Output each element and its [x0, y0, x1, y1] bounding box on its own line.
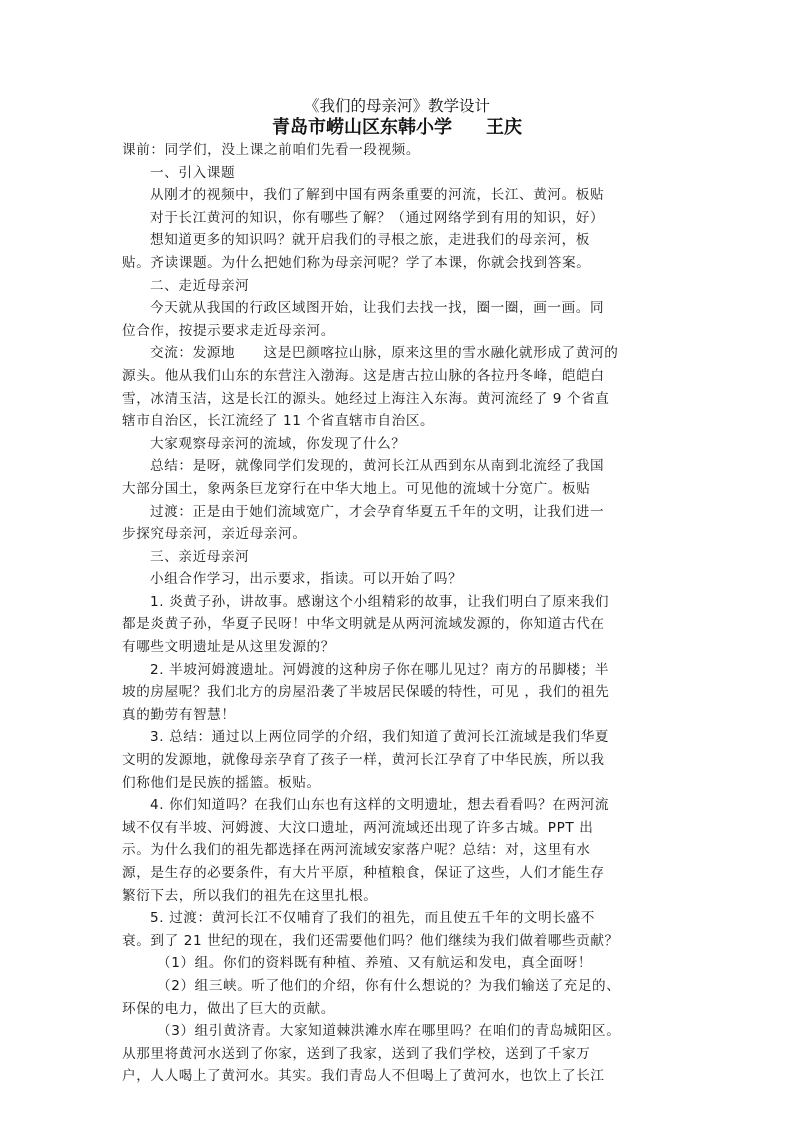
document-byline: [0, 116, 794, 140]
body-line: 课前：同学们，没上课之前咱们先看一段视频。: [122, 142, 421, 158]
body-line: 小组合作学习，出示要求，指读。可以开始了吗？: [150, 571, 463, 588]
body-line: 域不仅有半坡、河姆渡、大汶口遗址，两河流域还出现了许多古城。PPT 出: [122, 819, 594, 836]
body-line: 坡的房屋呢？我们北方的房屋沿袭了半坡居民保暖的特性，可见 ，我们的祖先: [122, 684, 610, 701]
body-line: 步探究母亲河，亲近母亲河。: [122, 526, 307, 543]
body-line: 位合作，按提示要求走近母亲河。: [122, 322, 335, 339]
body-line: 3. 总结：通过以上两位同学的介绍，我们知道了黄河长江流域是我们华夏: [150, 729, 610, 746]
body-line: 三、亲近母亲河: [150, 548, 250, 565]
body-line: 雪，冰清玉洁，这是长江的源头。她经过上海注入东海。黄河流经了 9 个省直: [122, 390, 610, 407]
body-line: 1. 炎黄子孙，讲故事。感谢这个小组精彩的故事，让我们明白了原来我们: [150, 593, 610, 610]
body-line: 一、引入课题: [150, 164, 236, 181]
body-line: 总结：是呀，就像同学们发现的，黄河长江从西到东从南到北流经了我国: [150, 458, 605, 475]
body-line: 想知道更多的知识吗？就开启我们的寻根之旅，走进我们的母亲河，板: [150, 232, 591, 249]
document-title: 《我们的母亲河》教学设计: [303, 97, 490, 115]
body-line: 真的勤劳有智慧！: [122, 706, 236, 723]
body-line: 5. 过渡：黄河长江不仅哺育了我们的祖先，而且使五千年的文明长盛不: [150, 910, 595, 927]
body-line: 贴。齐读课题。为什么把她们称为母亲河呢？学了本课，你就会找到答案。: [122, 254, 591, 271]
body-line: 交流：发源地 这是巴颜喀拉山脉，原来这里的雪水融化就形成了黄河的: [150, 345, 619, 362]
author-name: 王庆: [486, 117, 522, 138]
body-line: 文明的发源地，就像母亲孕育了孩子一样，黄河长江孕育了中华民族，所以我: [122, 752, 605, 769]
body-line: 衰。到了 21 世纪的现在，我们还需要他们吗？他们继续为我们做着哪些贡献？: [122, 932, 619, 949]
body-line: 都是炎黄子孙，华夏子民呀！中华文明就是从两河流域发源的，你知道古代在: [122, 616, 605, 633]
document-body: [122, 139, 674, 1088]
body-line: 4. 你们知道吗？在我们山东也有这样的文明遗址，想去看看吗？在两河流: [150, 797, 610, 814]
body-line: 环保的电力，做出了巨大的贡献。: [122, 1000, 335, 1017]
body-line: 繁衍下去，所以我们的祖先在这里扎根。: [122, 887, 378, 904]
body-line: 今天就从我国的行政区域图开始，让我们去找一找，圈一圈，画一画。同: [150, 300, 605, 317]
body-line: 们称他们是民族的摇篮。板贴。: [122, 774, 321, 791]
body-line: （2）组三峡。听了他们的介绍，你有什么想说的？为我们输送了充足的、: [157, 977, 621, 994]
body-line: 二、走近母亲河: [150, 277, 250, 294]
body-line: 源，是生存的必要条件，有大片平原，种植粮食，保证了这些，人们才能生存: [122, 865, 605, 881]
body-line: 大部分国土，象两条巨龙穿行在中华大地上。可见他的流域十分宽广。板贴: [122, 480, 591, 497]
school-name: 青岛市崂山区东韩小学: [272, 117, 452, 138]
body-line: 户，人人喝上了黄河水。其实。我们青岛人不但喝上了黄河水，也饮上了长江: [122, 1068, 605, 1085]
body-line: 过渡：正是由于她们流域宽广，才会孕育华夏五千年的文明，让我们进一: [150, 503, 605, 520]
body-line: 从刚才的视频中，我们了解到中国有两条重要的河流，长江、黄河。板贴: [150, 187, 605, 204]
body-line: 对于长江黄河的知识，你有哪些了解？（通过网络学到有用的知识，好）: [150, 209, 605, 226]
body-line: 大家观察母亲河的流域，你发现了什么？: [150, 435, 406, 452]
body-line: 有哪些文明遗址是从这里发源的？: [122, 639, 335, 656]
body-line: （1）组。你们的资料既有种植、养殖、又有航运和发电，真全面呀！: [157, 955, 593, 972]
body-line: （3）组引黄济青。大家知道棘洪滩水库在哪里吗？在咱们的青岛城阳区。: [157, 1023, 621, 1040]
body-line: 示。为什么我们的祖先都选择在两河流域安家落户呢？总结：对，这里有水: [122, 842, 591, 859]
body-line: 辖市自治区，长江流经了 11 个省直辖市自治区。: [122, 413, 435, 430]
body-line: 从那里将黄河水送到了你家，送到了我家，送到了我们学校，送到了千家万: [122, 1045, 591, 1062]
body-line: 源头。他从我们山东的东营注入渤海。这是唐古拉山脉的各拉丹冬峰，皑皑白: [122, 367, 605, 384]
body-line: 2. 半坡河姆渡遗址。河姆渡的这种房子你在哪儿见过？南方的吊脚楼；半: [150, 661, 610, 678]
